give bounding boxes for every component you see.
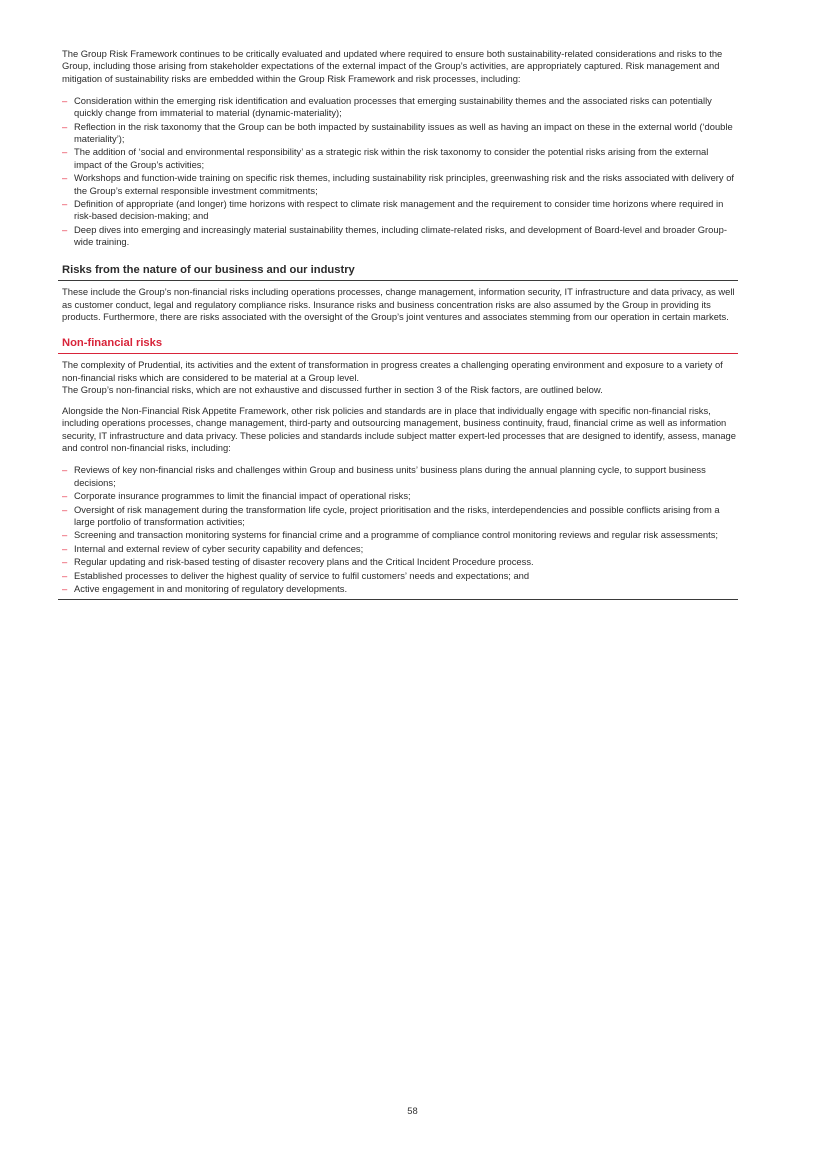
section-heading-non-financial: Non-financial risks	[58, 337, 738, 354]
section-end-rule	[58, 599, 738, 600]
bullet-dash: –	[62, 583, 68, 595]
intro-bullet-list	[62, 95, 738, 249]
list-item: – Internal and external review of cyber security capability and defences;	[62, 542, 364, 554]
bullet-dash: –	[62, 556, 68, 568]
list-item: – Reflection in the risk taxonomy that the Group can be both impacted by sustainability issues as well as having an impact on these in the external world (‘double materiality’);	[62, 120, 733, 144]
non-financial-paragraph-1: The complexity of Prudential, its activities and the extent of transformation in progress creates a challenging operating environment and exposure to a variety of non-financial risks which are considered to be material at a Group level.	[62, 359, 723, 383]
list-item: – The addition of ‘social and environmental responsibility’ as a strategic risk within the risk taxonomy to consider the potential risks arising from the external impact of the Group’s activities;	[62, 146, 709, 170]
bullet-dash: –	[62, 542, 68, 554]
list-item: – Established processes to deliver the highest quality of service to fulfil customers’ needs and expectations; and	[62, 569, 530, 581]
bullet-dash: –	[62, 146, 68, 158]
bullet-dash: –	[62, 198, 68, 210]
list-item: – Reviews of key non-financial risks and challenges within Group and business units’ business plans during the annual planning cycle, to support business decisions;	[62, 464, 706, 488]
bullet-dash: –	[62, 503, 68, 515]
bullet-dash: –	[62, 172, 68, 184]
list-item: – Corporate insurance programmes to limit the financial impact of operational risks;	[62, 490, 411, 502]
page-number: 58	[407, 1105, 418, 1116]
bullet-dash: –	[62, 120, 68, 132]
section-heading-nature: Risks from the nature of our business and our industry	[58, 264, 738, 281]
list-item: – Oversight of risk management during the transformation life cycle, project prioritisation and the risks, interdependencies and possible conflicts arising from a large portfolio of transformation activities;	[62, 503, 720, 527]
list-item: – Consideration within the emerging risk identification and evaluation processes that emerging sustainability themes and the associated risks can potentially quickly change from immaterial to material (dynamic-materiality);	[62, 94, 712, 119]
bullet-dash: –	[62, 223, 68, 235]
non-financial-paragraph-3: Alongside the Non-Financial Risk Appetite Framework, other risk policies and standards are in place that individually engage with specific non-financial risks, including operations processes, change management, third-party and outsourcing management, business continuity, fraud, financial crime as well as information security, IT infrastructure and data privacy. These policies and standards include subject matter expert-led processes that are designed to identify, assess, manage and control non-financial risks, including:	[62, 405, 736, 454]
list-item: – Screening and transaction monitoring systems for financial crime and a programme of compliance control monitoring reviews and regular risk assessments;	[62, 529, 719, 541]
list-item: – Active engagement in and monitoring of regulatory developments.	[62, 583, 348, 595]
list-item: – Definition of appropriate (and longer) time horizons with respect to climate risk management and the requirement to consider time horizons where required in risk-based decision-making; and	[62, 198, 724, 222]
intro-paragraph: The Group Risk Framework continues to be critically evaluated and updated where required to ensure both sustainability-related considerations and risks to the Group, including those arising from stakeholder expectations of the external impact of the Group’s activities, are appropriately captured. Risk management and mitigation of sustainability risks are embedded within the Group Risk Framework and risk processes, including:	[62, 48, 723, 84]
non-financial-paragraph-2: The Group’s non-financial risks, which are not exhaustive and discussed further in section 3 of the Risk factors, are outlined below.	[62, 383, 603, 395]
list-item: – Regular updating and risk-based testing of disaster recovery plans and the Critical Incident Procedure process.	[62, 556, 534, 568]
non-financial-bullet-list	[62, 464, 738, 595]
nature-paragraph: These include the Group’s non-financial risks including operations processes, change management, information security, IT infrastructure and data privacy, as well as customer conduct, legal and regulatory compliance risks. Insurance risks and business concentration risks are also assumed by the Group in providing its products. Furthermore, there are risks associated with the oversight of the Group’s joint ventures and associates stemming from our operation in certain markets.	[62, 286, 735, 322]
bullet-dash: –	[62, 569, 68, 581]
list-item: – Workshops and function-wide training on specific risk themes, including sustainability risk principles, greenwashing risk and the risks associated with delivery of the Group’s external responsible investment commitments;	[62, 172, 735, 196]
bullet-dash: –	[62, 529, 68, 541]
bullet-dash: –	[62, 490, 68, 502]
bullet-dash: –	[62, 464, 68, 476]
list-item: – Deep dives into emerging and increasingly material sustainability themes, including climate-related risks, and development of Board-level and broader Group-wide training.	[62, 223, 727, 248]
page-content	[62, 48, 738, 600]
bullet-dash: –	[62, 94, 68, 106]
